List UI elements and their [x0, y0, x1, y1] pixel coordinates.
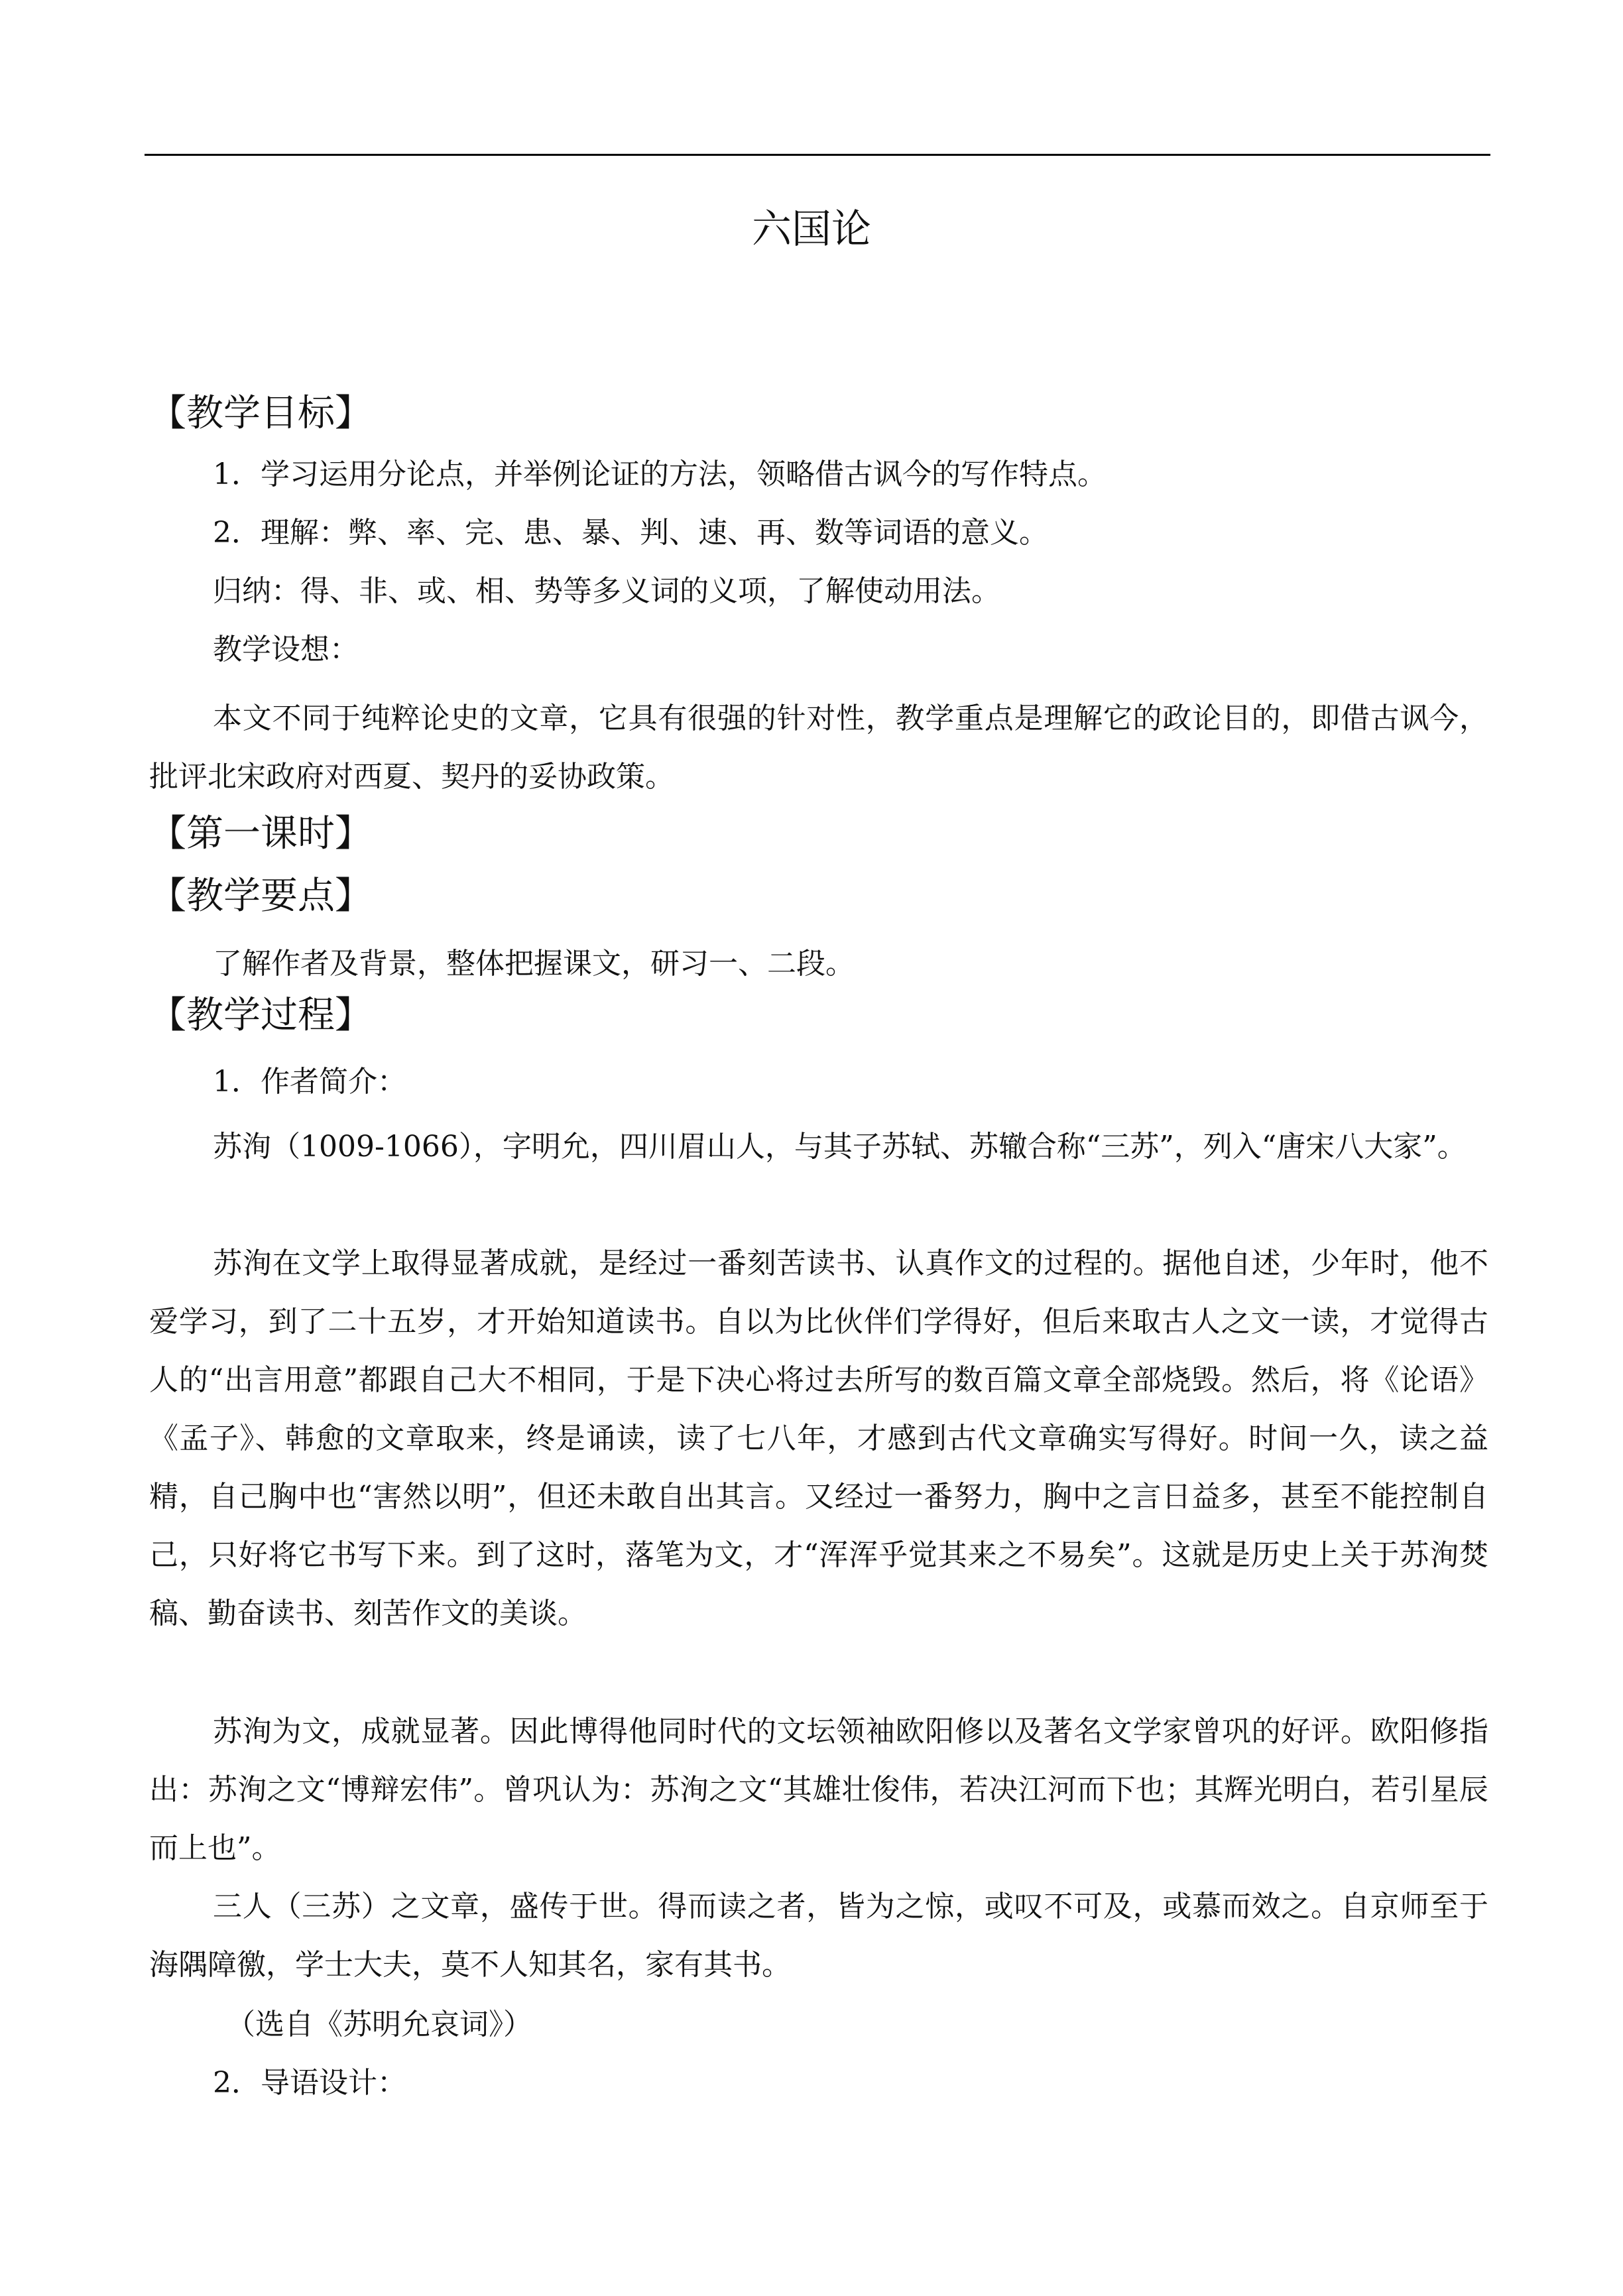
design-label: 教学设想： — [213, 633, 359, 666]
design-text: 本文不同于纯粹论史的文章，它具有很强的针对性，教学重点是理解它的政论目的，即借古讽今，批评北宋政府对西夏、契丹的妥协政策。 — [149, 701, 1488, 794]
author-paragraph-4: 三人（三苏）之文章，盛传于世。得而读之者，皆为之惊，或叹不可及，或慕而效之。自京师至于海隅障徼，学士大夫，莫不人知其名，家有其书。 — [149, 1890, 1488, 1982]
objective-item-2: 2．理解：弊、率、完、患、暴、判、速、再、数等词语的意义。 — [213, 516, 1048, 550]
objective-item-1: 1．学习运用分论点，并举例论证的方法，领略借古讽今的写作特点。 — [213, 457, 1107, 491]
objective-item-3: 归纳：得、非、或、相、势等多义词的义项，了解使动用法。 — [213, 574, 1000, 608]
author-intro-label: 1．作者简介： — [213, 1065, 406, 1099]
header-rule — [145, 154, 1490, 156]
source-note: （选自《苏明允哀词》） — [226, 2008, 532, 2041]
keypoints-text: 了解作者及背景，整体把握课文，研习一、二段。 — [213, 947, 855, 981]
objectives-heading: 【教学目标】 — [149, 392, 372, 435]
author-paragraph-1: 苏洵（1009-1066），字明允，四川眉山人，与其子苏轼、苏辙合称“三苏”，列入“唐宋八大家”。 — [213, 1130, 1467, 1164]
author-paragraph-3: 苏洵为文，成就显著。因此博得他同时代的文坛领袖欧阳修以及著名文学家曾巩的好评。欧阳修指出：苏洵之文“博辩宏伟”。曾巩认为：苏洵之文“其雄壮俊伟，若决江河而下也；其辉光明白，若引星辰而上也”。 — [149, 1715, 1488, 1865]
intro-design-label: 2．导语设计： — [213, 2066, 406, 2100]
author-paragraph-2: 苏洵在文学上取得显著成就，是经过一番刻苦读书、认真作文的过程的。据他自述，少年时，他不爱学习，到了二十五岁，才开始知道读书。自以为比伙伴们学得好，但后来取古人之文一读，才觉得古人的“出言用意”都跟自己大不相同，于是下决心将过去所写的数百篇文章全部烧毁。然后，将《论语》《孟子》、韩愈的文章取来，终是诵读，读了七八年，才感到古代文章确实写得好。时间一久，读之益精，自己胸中也“害然以明”，但还未敢自出其言。又经过一番努力，胸中之言日益多，甚至不能控制自己，只好将它书写下来。到了这时，落笔为文，才“浑浑乎觉其来之不易矣”。这就是历史上关于苏洵焚稿、勤奋读书、刻苦作文的美谈。 — [149, 1246, 1488, 1630]
process-heading: 【教学过程】 — [149, 994, 372, 1037]
first-period-heading: 【第一课时】 — [149, 812, 372, 855]
keypoints-heading: 【教学要点】 — [149, 875, 372, 918]
page-title: 六国论 — [752, 206, 871, 253]
